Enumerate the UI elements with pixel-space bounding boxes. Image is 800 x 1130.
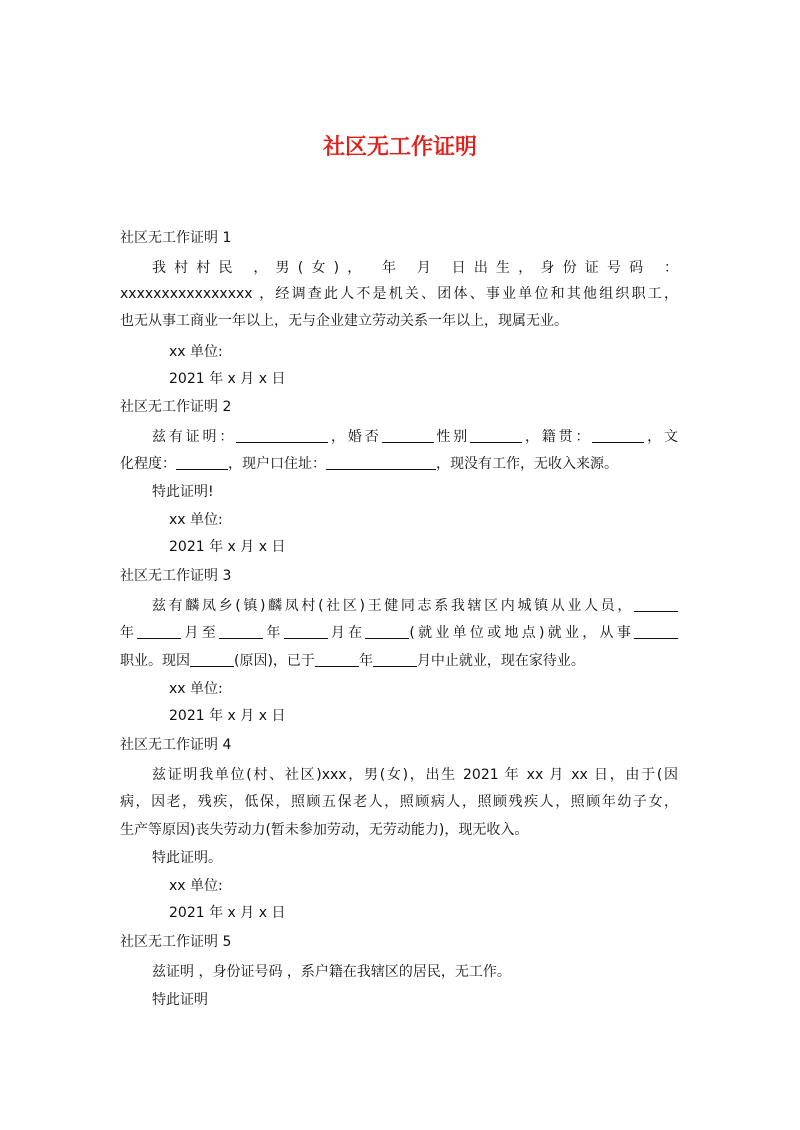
section-2-para-line-2: [120, 454, 678, 474]
text: 兹有证明：: [152, 429, 237, 445]
section-4-para-line-3: 生产等原因)丧失劳动力(暂未参加劳动，无劳动能力)，现无收入。: [120, 822, 529, 838]
text: ，现没有工作，无收入来源。: [436, 456, 618, 472]
section-1-date: 2021 年 x 月 x 日: [169, 371, 286, 387]
blank-underline: [236, 428, 328, 443]
section-1-heading: 社区无工作证明 1: [120, 230, 232, 246]
section-4-special: 特此证明。: [152, 850, 222, 866]
section-5-special: 特此证明: [152, 992, 208, 1008]
text: (就业单位或地点)就业，从事: [409, 625, 635, 641]
section-5-heading: 社区无工作证明 5: [120, 934, 232, 950]
blank-underline: [326, 455, 436, 470]
section-4-date: 2021 年 x 月 x 日: [169, 905, 286, 921]
text: 性别: [433, 429, 471, 445]
blank-underline: [219, 624, 263, 639]
section-3-unit: xx 单位:: [169, 681, 223, 697]
blank-underline: [634, 597, 678, 612]
section-5-para-line-1: 兹证明 ，身份证号码 ，系户籍在我辖区的居民，无工作。: [152, 964, 511, 980]
section-3-para-line-2: [120, 623, 678, 643]
section-4-para-line-2: 病，因老，残疾，低保，照顾五保老人，照顾病人，照顾残疾人，照顾年幼子女，: [120, 794, 678, 810]
blank-underline: [190, 652, 234, 667]
text: 月至: [181, 625, 220, 641]
section-3-para-line-1: [152, 596, 678, 616]
section-4-para-line-1: 兹证明我单位(村、社区)xxx，男(女)，出生 2021 年 xx 月 xx 日，由于(因: [152, 767, 678, 783]
text: ，现户口住址：: [228, 456, 326, 472]
text: ，婚否: [328, 429, 382, 445]
blank-underline: [592, 428, 644, 443]
section-3-date: 2021 年 x 月 x 日: [169, 708, 286, 724]
blank-underline: [176, 455, 228, 470]
text: 月在: [327, 625, 366, 641]
section-2-heading: 社区无工作证明 2: [120, 399, 232, 415]
blank-underline: [137, 624, 181, 639]
section-4-heading: 社区无工作证明 4: [120, 737, 232, 753]
section-4-unit: xx 单位:: [169, 878, 223, 894]
text: 职业。现因: [120, 653, 190, 669]
text: 月中止就业，现在家待业。: [416, 653, 585, 669]
section-3-para-line-3: [120, 651, 678, 671]
section-2-unit: xx 单位:: [169, 512, 223, 528]
section-2-para-line-1: [152, 427, 678, 447]
text: ，文: [644, 429, 679, 445]
blank-underline: [634, 624, 678, 639]
text: (原因)，已于: [234, 653, 315, 669]
text: 年: [358, 653, 373, 669]
section-1-para-line-2: xxxxxxxxxxxxxxxx ，经调查此人不是机关、团体、事业单位和其他组织职工，: [120, 286, 678, 302]
blank-underline: [470, 428, 522, 443]
text: ，籍贯：: [522, 429, 593, 445]
text: 年: [120, 625, 138, 641]
section-2-special: 特此证明!: [152, 484, 214, 500]
text: 化程度：: [120, 456, 176, 472]
section-1-unit: xx 单位:: [169, 344, 223, 360]
blank-underline: [284, 624, 328, 639]
blank-underline: [365, 624, 409, 639]
blank-underline: [382, 428, 434, 443]
text: 年: [263, 625, 284, 641]
section-3-heading: 社区无工作证明 3: [120, 568, 232, 584]
section-1-para-line-1: 我村村民 ，男(女)， 年 月 日出生，身份证号码 ：: [152, 260, 678, 276]
blank-underline: [373, 652, 417, 667]
document-title: 社区无工作证明: [322, 134, 477, 160]
section-1-para-line-3: 也无从事工商业一年以上，无与企业建立劳动关系一年以上，现属无业。: [120, 313, 568, 329]
text: 兹有麟凤乡(镇)麟凤村(社区)王健同志系我辖区内城镇从业人员，: [152, 598, 634, 614]
section-2-date: 2021 年 x 月 x 日: [169, 539, 286, 555]
blank-underline: [315, 652, 359, 667]
